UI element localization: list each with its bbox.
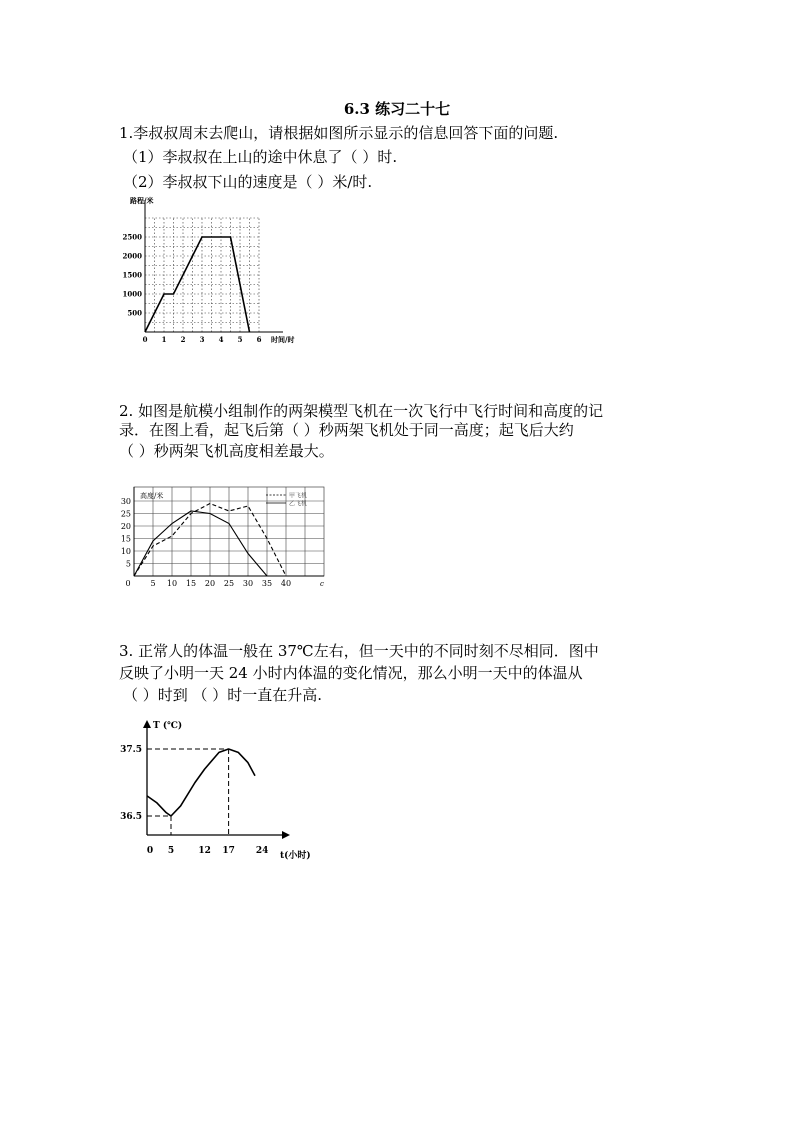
question-2-line-1: 2. 如图是航模小组制作的两架模型飞机在一次飞行中飞行时间和高度的记 — [119, 402, 604, 420]
y-tick-label: 1500 — [122, 270, 142, 280]
x-tick-label: 25 — [223, 579, 235, 588]
x-tick-label: 5 — [150, 579, 156, 588]
x-tick-label: 24 — [255, 846, 269, 856]
y-tick-label: 36.5 — [120, 812, 142, 822]
x-tick-label: 0 — [142, 335, 148, 344]
y-tick-label: 37.5 — [120, 745, 142, 755]
x-tick-label: 2 — [180, 335, 186, 344]
y-tick-label: 500 — [127, 308, 142, 318]
x-tick-label: 17 — [222, 846, 235, 856]
x-tick-label: 5 — [167, 846, 175, 856]
x-tick-label: 5 — [237, 335, 243, 344]
y-tick-label: 5 — [125, 559, 131, 569]
x-tick-label: 20 — [204, 579, 216, 588]
question-3-line-1: 3. 正常人的体温一般在 37℃左右，但一天中的不同时刻不尽相同．图中 — [119, 642, 599, 660]
page-title: 6.3 练习二十七 — [343, 100, 451, 118]
x-tick-label: 15 — [185, 579, 197, 588]
y-tick-label: 25 — [120, 509, 131, 519]
question-3-line-3: （ ）时到 （ ）时一直在升高. — [123, 686, 323, 704]
x-tick-label: 0 — [125, 579, 131, 588]
y-axis-arrow — [143, 720, 151, 728]
y-tick-label: 30 — [120, 497, 131, 506]
legend-label: 甲飞机 — [289, 492, 308, 500]
y-axis-label: 高度/米 — [140, 492, 164, 500]
y-tick-label: 10 — [120, 547, 131, 556]
y-tick-label: 2000 — [122, 251, 142, 261]
chart-body-temperature — [120, 712, 315, 867]
chart-hiking-distance — [120, 190, 320, 352]
x-tick-label: 12 — [198, 846, 211, 856]
x-tick-label: 1 — [161, 335, 167, 344]
x-tick-label: 0 — [146, 846, 154, 856]
question-1-stem: 1.李叔叔周末去爬山，请根据如图所示显示的信息回答下面的问题. — [119, 124, 559, 142]
x-tick-label: 40 — [280, 579, 292, 588]
y-tick-label: 2500 — [122, 232, 142, 242]
question-2-line-2: 录．在图上看，起飞后第（ ）秒两架飞机处于同一高度；起飞后大约 — [119, 421, 574, 439]
x-tick-label: 3 — [199, 335, 205, 344]
x-tick-label: 10 — [166, 579, 178, 588]
series-line-plane-b — [134, 511, 267, 576]
x-tick-label: 30 — [242, 579, 254, 588]
x-axis-label: 时间/时 — [271, 335, 295, 344]
question-1-part-1: （1）李叔叔在上山的途中休息了（ ）时. — [123, 148, 398, 166]
x-axis-label: c — [320, 580, 324, 588]
question-3-line-2: 反映了小明一天 24 小时内体温的变化情况，那么小明一天中的体温从 — [119, 664, 583, 682]
chart-plane-altitude — [118, 470, 333, 595]
x-tick-label: 6 — [256, 335, 262, 344]
y-axis-label: T (℃) — [153, 721, 183, 731]
legend-label: 乙飞机 — [289, 500, 308, 508]
y-tick-label: 15 — [120, 534, 131, 544]
y-tick-label: 1000 — [122, 289, 142, 299]
x-axis-label: t(小时) — [280, 851, 311, 861]
series-line-temperature — [147, 749, 255, 816]
question-2-line-3: （ ）秒两架飞机高度相差最大。 — [119, 442, 334, 460]
question-1-part-2: （2）李叔叔下山的速度是（ ）米/时. — [123, 173, 373, 191]
x-tick-label: 35 — [261, 579, 273, 588]
x-axis-arrow — [282, 831, 290, 839]
x-tick-label: 4 — [218, 335, 224, 344]
y-axis-label: 路程/米 — [130, 196, 154, 205]
y-tick-label: 20 — [120, 522, 131, 531]
